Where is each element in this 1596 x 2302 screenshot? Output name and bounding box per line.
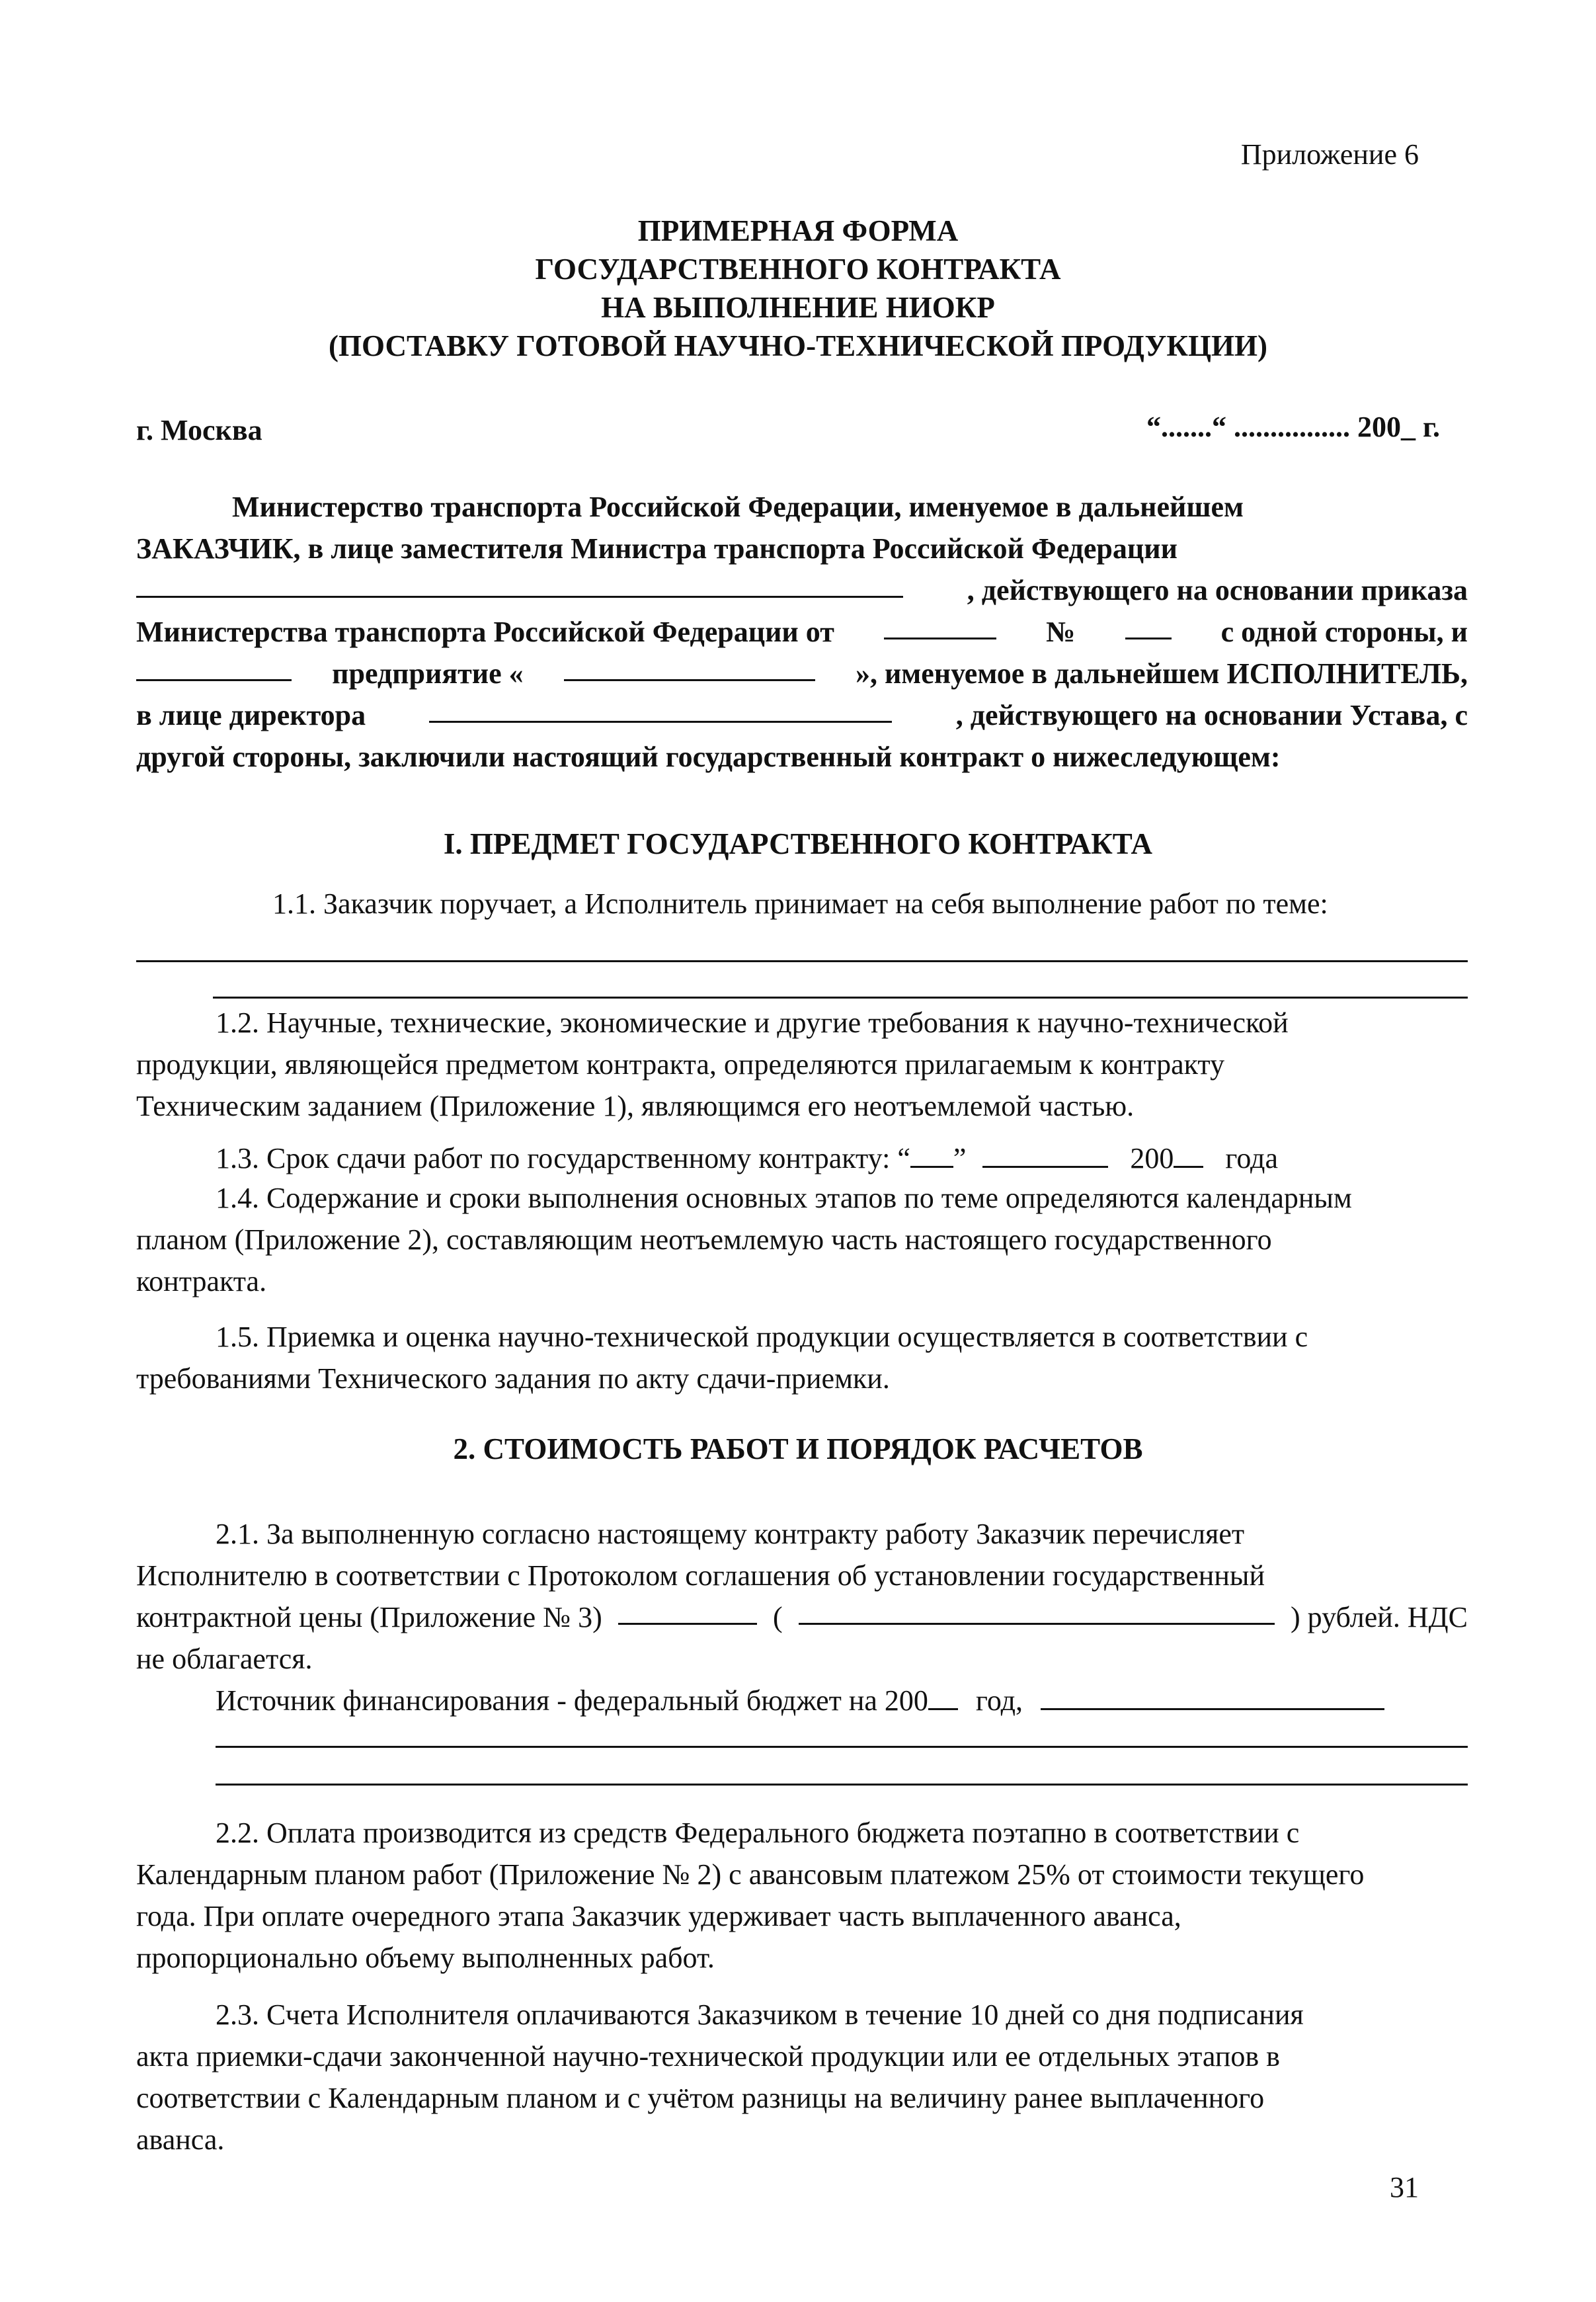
- preamble-text: предприятие «: [332, 657, 524, 690]
- clause-line: [136, 1513, 1468, 1555]
- clause-text: 1.1. Заказчик поручает, а Исполнитель принимает на себя выполнение работ по теме:: [272, 887, 1328, 920]
- clause-line: [136, 1260, 1468, 1302]
- clause-text: Календарным планом работ (Приложение № 2) с авансовым платежом 25% от стоимости текущего: [136, 1858, 1365, 1891]
- blank-day: [910, 1139, 953, 1168]
- clause-text: Источник финансирования - федеральный бюджет на 200: [216, 1684, 928, 1717]
- clause-text: требованиями Технического задания по акту сдачи-приемки.: [136, 1362, 890, 1395]
- blank-topic-line-1: [136, 960, 1468, 962]
- clause-text: аванса.: [136, 2123, 225, 2156]
- clause-line: [136, 1994, 1468, 2035]
- preamble-text: в лице директора: [136, 699, 366, 731]
- clause-text: 2.3. Счета Исполнителя оплачиваются Заказчиком в течение 10 дней со дня подписания: [216, 1998, 1304, 2031]
- blank-price-words: [799, 1596, 1275, 1625]
- preamble-text: №: [1046, 616, 1076, 648]
- clause-2-3: [136, 1994, 1468, 2160]
- preamble-text: с одной стороны, и: [1220, 616, 1468, 648]
- blank-year: [1174, 1139, 1203, 1168]
- preamble-text: , действующего на основании Устава, с: [955, 699, 1468, 731]
- clause-line: [136, 1937, 1468, 1979]
- clause-text: акта приемки-сдачи законченной научно-технической продукции или ее отдельных этапов в: [136, 2040, 1280, 2073]
- blank-enterprise-type: [136, 653, 292, 681]
- city: г. Москва: [136, 414, 262, 446]
- clause-text: Техническим заданием (Приложение 1), являющимся его неотъемлемой частью.: [136, 1090, 1135, 1122]
- preamble-line: [136, 569, 1468, 611]
- preamble-line: [136, 653, 1468, 694]
- clause-line: [136, 1044, 1468, 1085]
- clause-text: продукции, являющейся предметом контракта, определяются прилагаемым к контракту: [136, 1048, 1225, 1081]
- clause-1-5: [136, 1316, 1468, 1399]
- clause-line: [136, 1854, 1468, 1895]
- blank-deputy-name: [136, 569, 903, 598]
- clause-line: [136, 1555, 1468, 1596]
- clause-line: [136, 1680, 1468, 1721]
- clause-line: [136, 1638, 1468, 1680]
- clause-text: 200: [1130, 1142, 1174, 1174]
- clause-text: 1.5. Приемка и оценка научно-технической продукции осуществляется в соответствии с: [216, 1321, 1308, 1353]
- clause-1-3: [136, 1137, 1468, 1179]
- clause-line: [136, 2035, 1468, 2077]
- clause-line: [136, 883, 1468, 925]
- clause-1-2: [136, 1002, 1468, 1127]
- title-line: ПРИМЕРНАЯ ФОРМА: [637, 214, 959, 247]
- preamble-text: Министерство транспорта Российской Федерации, именуемое в дальнейшем: [232, 491, 1244, 523]
- clause-text: 1.4. Содержание и сроки выполнения основных этапов по теме определяются календарным: [216, 1182, 1352, 1214]
- title-line: ГОСУДАРСТВЕННОГО КОНТРАКТА: [535, 253, 1061, 286]
- blank-director-name: [429, 694, 892, 723]
- clause-text: года: [1225, 1142, 1278, 1174]
- clause-text: 1.2. Научные, технические, экономические и другие требования к научно-технической: [216, 1007, 1289, 1039]
- preamble-text: », именуемое в дальнейшем ИСПОЛНИТЕЛЬ,: [855, 657, 1468, 690]
- clause-text: контрактной цены (Приложение № 3): [136, 1601, 602, 1633]
- clause-text: Исполнителю в соответствии с Протоколом соглашения об установлении государственный: [136, 1559, 1265, 1592]
- clause-text: пропорционально объему выполненных работ.: [136, 1942, 715, 1974]
- clause-text: соответствии с Календарным планом и с учётом разницы на величину ранее выплаченного: [136, 2082, 1265, 2114]
- preamble-text: , действующего на основании приказа: [967, 574, 1468, 606]
- clause-text: год,: [975, 1684, 1023, 1717]
- clause-text: (: [773, 1601, 783, 1633]
- date-placeholder: “.......“ ................ 200_ г.: [1146, 411, 1440, 443]
- clause-line: [136, 1002, 1468, 1044]
- preamble-line: [136, 528, 1468, 569]
- clause-line: [136, 1812, 1468, 1854]
- blank-funding-source: [1041, 1682, 1384, 1710]
- section-1-heading: I. ПРЕДМЕТ ГОСУДАРСТВЕННОГО КОНТРАКТА: [443, 827, 1153, 860]
- clause-text: 1.3. Срок сдачи работ по государственному контракту: “: [216, 1142, 910, 1174]
- clause-line: [136, 1316, 1468, 1358]
- title-line: НА ВЫПОЛНЕНИЕ НИОКР: [601, 291, 995, 324]
- preamble-text: другой стороны, заключили настоящий государственный контракт о нижеследующем:: [136, 741, 1281, 773]
- preamble-line: [136, 694, 1468, 736]
- clause-text: не облагается.: [136, 1643, 313, 1675]
- preamble-line: [136, 736, 1468, 778]
- clause-2-2: [136, 1812, 1468, 1979]
- blank-funding-line-2: [216, 1784, 1468, 1786]
- preamble: [136, 486, 1468, 778]
- clause-text: ”: [953, 1142, 967, 1174]
- clause-line: [136, 1596, 1468, 1638]
- clause-line: [136, 1219, 1468, 1260]
- blank-order-number: [1125, 611, 1172, 639]
- preamble-line: [136, 486, 1468, 528]
- section-2-heading: 2. СТОИМОСТЬ РАБОТ И ПОРЯДОК РАСЧЕТОВ: [453, 1432, 1143, 1465]
- clause-text: ) рублей. НДС: [1291, 1601, 1468, 1633]
- clause-text: контракта.: [136, 1265, 267, 1297]
- preamble-text: ЗАКАЗЧИК, в лице заместителя Министра транспорта Российской Федерации: [136, 532, 1177, 565]
- clause-line: [136, 1137, 1468, 1179]
- blank-month: [982, 1139, 1108, 1168]
- blank-price-numeric: [618, 1596, 757, 1625]
- clause-text: 2.1. За выполненную согласно настоящему контракту работу Заказчик перечисляет: [216, 1518, 1245, 1550]
- clause-2-1: [136, 1513, 1468, 1721]
- clause-text: года. При оплате очередного этапа Заказчик удерживает часть выплаченного аванса,: [136, 1900, 1181, 1932]
- blank-budget-year: [928, 1682, 958, 1710]
- preamble-line: [136, 611, 1468, 653]
- clause-text: 2.2. Оплата производится из средств Федерального бюджета поэтапно в соответствии с: [216, 1817, 1300, 1849]
- clause-line: [136, 1358, 1468, 1399]
- page-number: 31: [1390, 2171, 1419, 2203]
- clause-line: [136, 1177, 1468, 1219]
- clause-1-1: [136, 883, 1468, 925]
- clause-line: [136, 2119, 1468, 2160]
- blank-funding-line-1: [216, 1746, 1468, 1748]
- clause-line: [136, 1895, 1468, 1937]
- clause-line: [136, 2077, 1468, 2119]
- blank-enterprise-name: [564, 653, 815, 681]
- clause-1-4: [136, 1177, 1468, 1302]
- clause-text: планом (Приложение 2), составляющим неотъемлемую часть настоящего государственного: [136, 1223, 1272, 1256]
- document-title: [0, 212, 1596, 365]
- blank-order-date: [884, 611, 996, 639]
- title-line: (ПОСТАВКУ ГОТОВОЙ НАУЧНО-ТЕХНИЧЕСКОЙ ПРОДУКЦИИ): [328, 329, 1268, 362]
- preamble-text: Министерства транспорта Российской Федерации от: [136, 616, 834, 648]
- blank-topic-line-2: [213, 997, 1468, 999]
- appendix-label: Приложение 6: [1240, 138, 1419, 171]
- clause-line: [136, 1085, 1468, 1127]
